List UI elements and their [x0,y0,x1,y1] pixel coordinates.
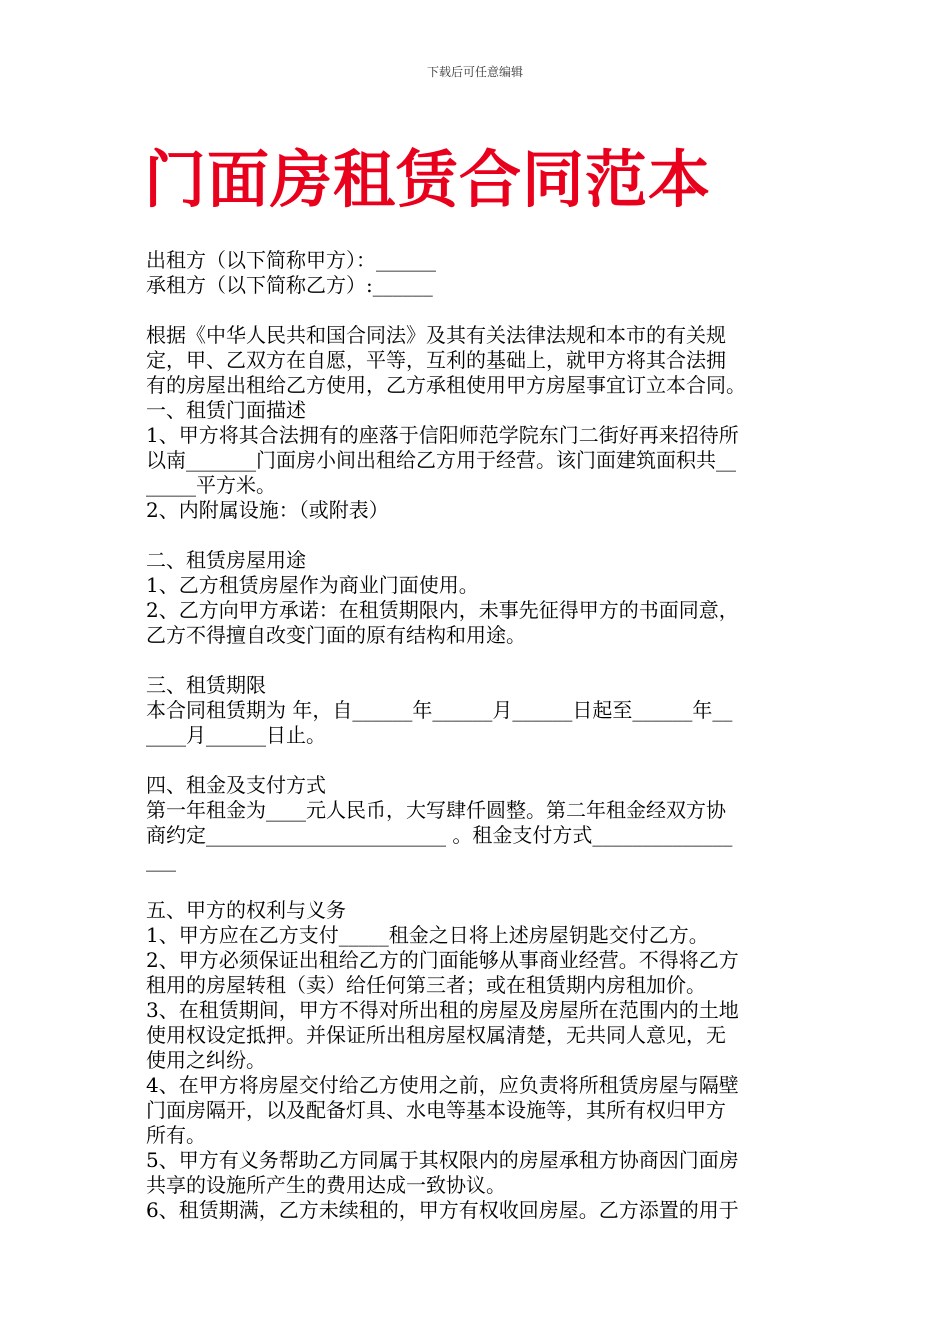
body-line: 使用权设定抵押。并保证所出租房屋权属清楚，无共同人意见，无 [146,1023,726,1047]
body-line: 4、在甲方将房屋交付给乙方使用之前，应负责将所租赁房屋与隔壁 [146,1073,739,1097]
body-line: 商约定________________________ 。租金支付方式______________ [146,823,733,847]
body-line: 定，甲、乙双方在自愿，平等，互利的基础上，就甲方将其合法拥 [146,348,726,372]
body-line: 2、乙方向甲方承诺：在租赁期限内，未事先征得甲方的书面同意， [146,598,739,622]
body-line: 五、甲方的权利与义务 [146,898,346,922]
body-line: 门面房隔开，以及配备灯具、水电等基本设施等，其所有权归甲方 [146,1098,726,1122]
body-line: 根据《中华人民共和国合同法》及其有关法律法规和本市的有关规 [146,323,726,347]
body-line: 使用之纠纷。 [146,1048,266,1072]
body-line: 四、租金及支付方式 [146,773,326,797]
blank-line [146,748,810,773]
body-line: 3、在租赁期间，甲方不得对所出租的房屋及房屋所在范围内的土地 [146,998,739,1022]
body-line: 第一年租金为____元人民币，大写肆仟圆整。第二年租金经双方协 [146,798,726,822]
body-line: 有的房屋出租给乙方使用，乙方承租使用甲方房屋事宜订立本合同。 [146,373,746,397]
blank-line [146,648,810,673]
body-line: 6、租赁期满，乙方未续租的，甲方有权收回房屋。乙方添置的用于 [146,1198,739,1222]
page-header-note: 下载后可任意编辑 [426,65,523,79]
document-body [146,248,810,1223]
body-line: 以南_______门面房小间出租给乙方用于经营。该门面建筑面积共__ [146,448,736,472]
body-line: 一、租赁门面描述 [146,398,306,422]
body-line: 所有。 [146,1123,206,1147]
body-line: 5、甲方有义务帮助乙方同属于其权限内的房屋承租方协商因门面房 [146,1148,739,1172]
body-line: 租用的房屋转租（卖）给任何第三者；或在租赁期内房租加价。 [146,973,706,997]
body-line: ____月______日止。 [146,723,326,747]
body-line: 1、甲方将其合法拥有的座落于信阳师范学院东门二街好再来招待所 [146,423,739,447]
blank-line [146,523,810,548]
body-line: 1、甲方应在乙方支付_____租金之日将上述房屋钥匙交付乙方。 [146,923,709,947]
body-line: 2、甲方必须保证出租给乙方的门面能够从事商业经营。不得将乙方 [146,948,739,972]
body-line: 2、内附属设施：（或附表） [146,498,389,522]
body-line: 共享的设施所产生的费用达成一致协议。 [146,1173,506,1197]
blank-line [146,298,810,323]
body-line: ___ [146,848,176,872]
body-line: 承租方（以下简称乙方）:______ [146,273,433,297]
document-title: 门面房租赁合同范本 [144,143,712,216]
body-line: 本合同租赁期为 年，自______年______月______日起至______年__ [146,698,733,722]
blank-line [146,873,810,898]
body-line: 三、租赁期限 [146,673,266,697]
body-line: 乙方不得擅自改变门面的原有结构和用途。 [146,623,526,647]
body-line: 出租方（以下简称甲方）：______ [146,248,436,272]
body-line: 1、乙方租赁房屋作为商业门面使用。 [146,573,479,597]
body-line: _____平方米。 [146,473,276,497]
body-line: 二、租赁房屋用途 [146,548,306,572]
